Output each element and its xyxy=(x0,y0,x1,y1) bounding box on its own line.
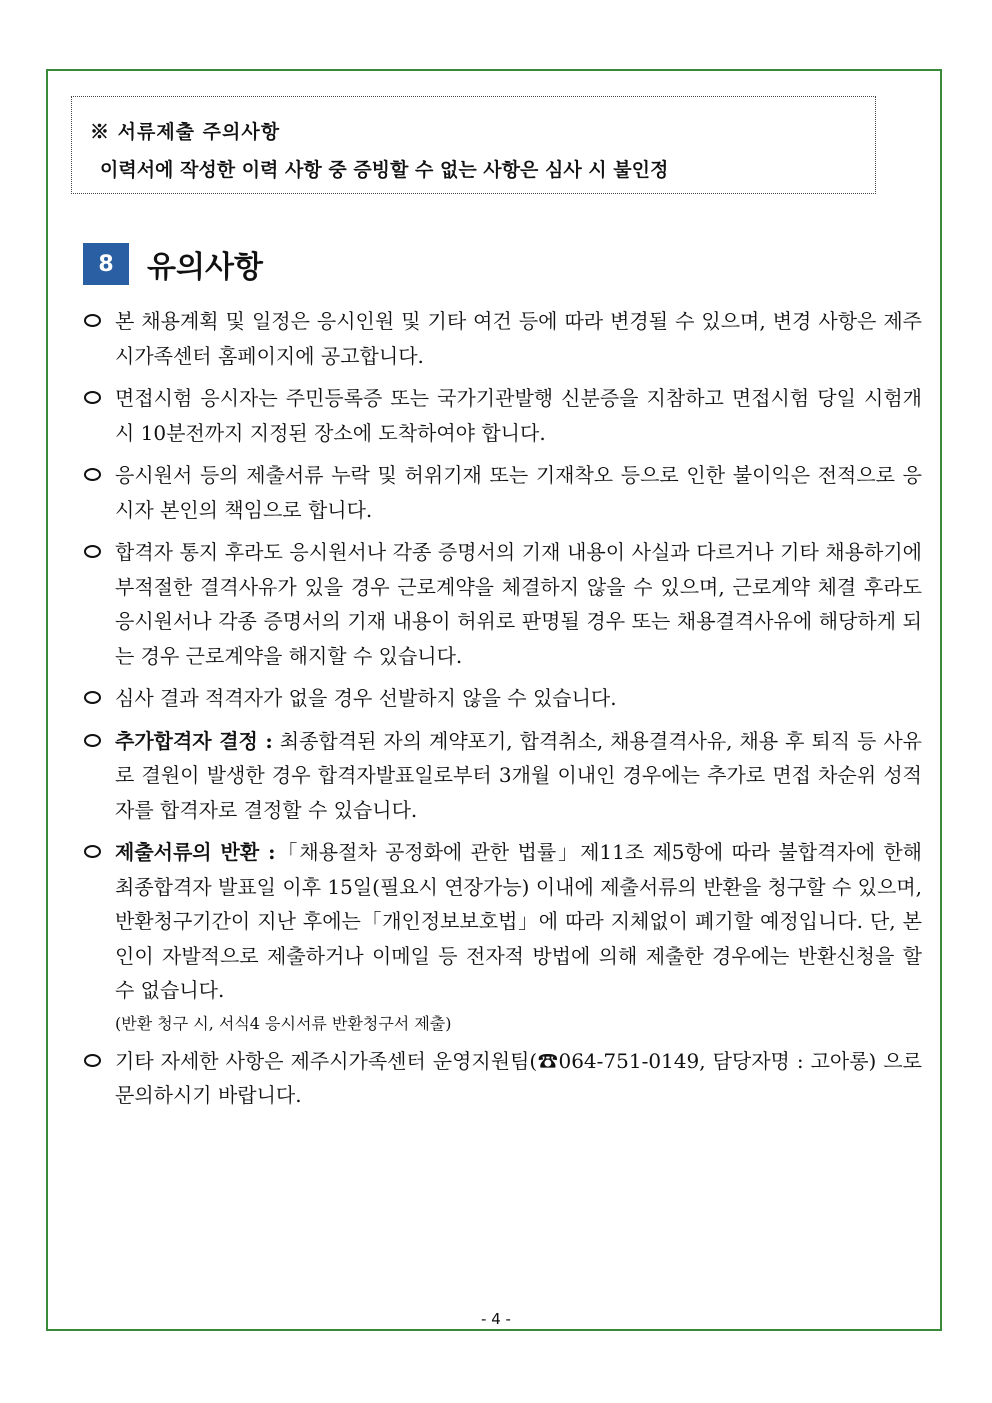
section-title: 유의사항 xyxy=(147,250,263,285)
notice-list xyxy=(82,304,922,1121)
item-note: (반환 청구 시, 서식4 응시서류 반환청구서 제출) xyxy=(115,1013,452,1033)
page-number: - 4 - xyxy=(481,1310,511,1328)
list-item xyxy=(82,535,922,673)
item-text: 합격자 통지 후라도 응시원서나 각종 증명서의 기재 내용이 사실과 다르거나 기타 채용하기에 부적절한 결격사유가 있을 경우 근로계약을 체결하지 않을 수 있으며, 근로계약 체결 후라도 응시원서나 각종 증명서의 기재 내용이 허위로 판명될 경우 또는 채용결격사유에 해당하게 되는 경우 근로계약을 해지할 수 있습니다. xyxy=(115,540,922,668)
item-text: 기타 자세한 사항은 제주시가족센터 운영지원팀(☎064-751-0149, 담당자명 : 고아롱) 으로 문의하시기 바랍니다. xyxy=(115,1048,922,1107)
notice-title: ※ 서류제출 주의사항 xyxy=(90,121,281,143)
item-bold-label: 제출서류의 반환 : xyxy=(115,840,276,864)
item-text xyxy=(115,724,922,828)
list-item xyxy=(82,724,922,828)
circle-bullet-icon xyxy=(84,391,101,404)
item-text: 응시원서 등의 제출서류 누락 및 허위기재 또는 기재착오 등으로 인한 불이익은 전적으로 응시자 본인의 책임으로 합니다. xyxy=(115,463,922,522)
section-heading xyxy=(83,243,263,285)
item-text: 본 채용계획 및 일정은 응시인원 및 기타 여건 등에 따라 변경될 수 있으며, 변경 사항은 제주시가족센터 홈페이지에 공고합니다. xyxy=(115,309,922,368)
circle-bullet-icon xyxy=(84,545,101,558)
item-bold-label: 추가합격자 결정 : xyxy=(115,728,273,753)
list-item xyxy=(82,681,922,716)
item-text: 면접시험 응시자는 주민등록증 또는 국가기관발행 신분증을 지참하고 면접시험 당일 시험개시 10분전까지 지정된 장소에 도착하여야 합니다. xyxy=(115,386,922,445)
circle-bullet-icon xyxy=(84,691,101,704)
list-item xyxy=(82,381,922,450)
circle-bullet-icon xyxy=(84,845,101,858)
circle-bullet-icon xyxy=(84,314,101,327)
list-item xyxy=(82,1044,922,1113)
notice-box xyxy=(71,96,876,194)
item-body: 「채용절차 공정화에 관한 법률」제11조 제5항에 따라 불합격자에 한해 최종합격자 발표일 이후 15일(필요시 연장가능) 이내에 제출서류의 반환을 청구할 수 있으며, 반환청구기간이 지난 후에는「개인정보보호법」에 따라 지체없이 폐기할 예정입니다. 단, 본인이 자발적으로 제출하거나 이메일 등 전자적 방법에 의해 제출한 경우에는 반환신청을 할 수 없습니다. xyxy=(115,840,922,1002)
item-body: 최종합격된 자의 계약포기, 합격취소, 채용결격사유, 채용 후 퇴직 등 사유로 결원이 발생한 경우 합격자발표일로부터 3개월 이내인 경우에는 추가로 면접 차순위 성적자를 합격자로 결정할 수 있습니다. xyxy=(115,728,922,822)
notice-body: 이력서에 작성한 이력 사항 중 증빙할 수 없는 사항은 심사 시 불인정 xyxy=(100,159,669,181)
circle-bullet-icon xyxy=(84,1054,101,1067)
list-item xyxy=(82,835,922,1008)
item-text xyxy=(115,835,922,1008)
circle-bullet-icon xyxy=(84,468,101,481)
list-item xyxy=(82,458,922,527)
circle-bullet-icon xyxy=(84,734,101,747)
item-text: 심사 결과 적격자가 없을 경우 선발하지 않을 수 있습니다. xyxy=(115,686,617,710)
section-number-badge: 8 xyxy=(83,243,129,285)
list-item xyxy=(82,304,922,373)
